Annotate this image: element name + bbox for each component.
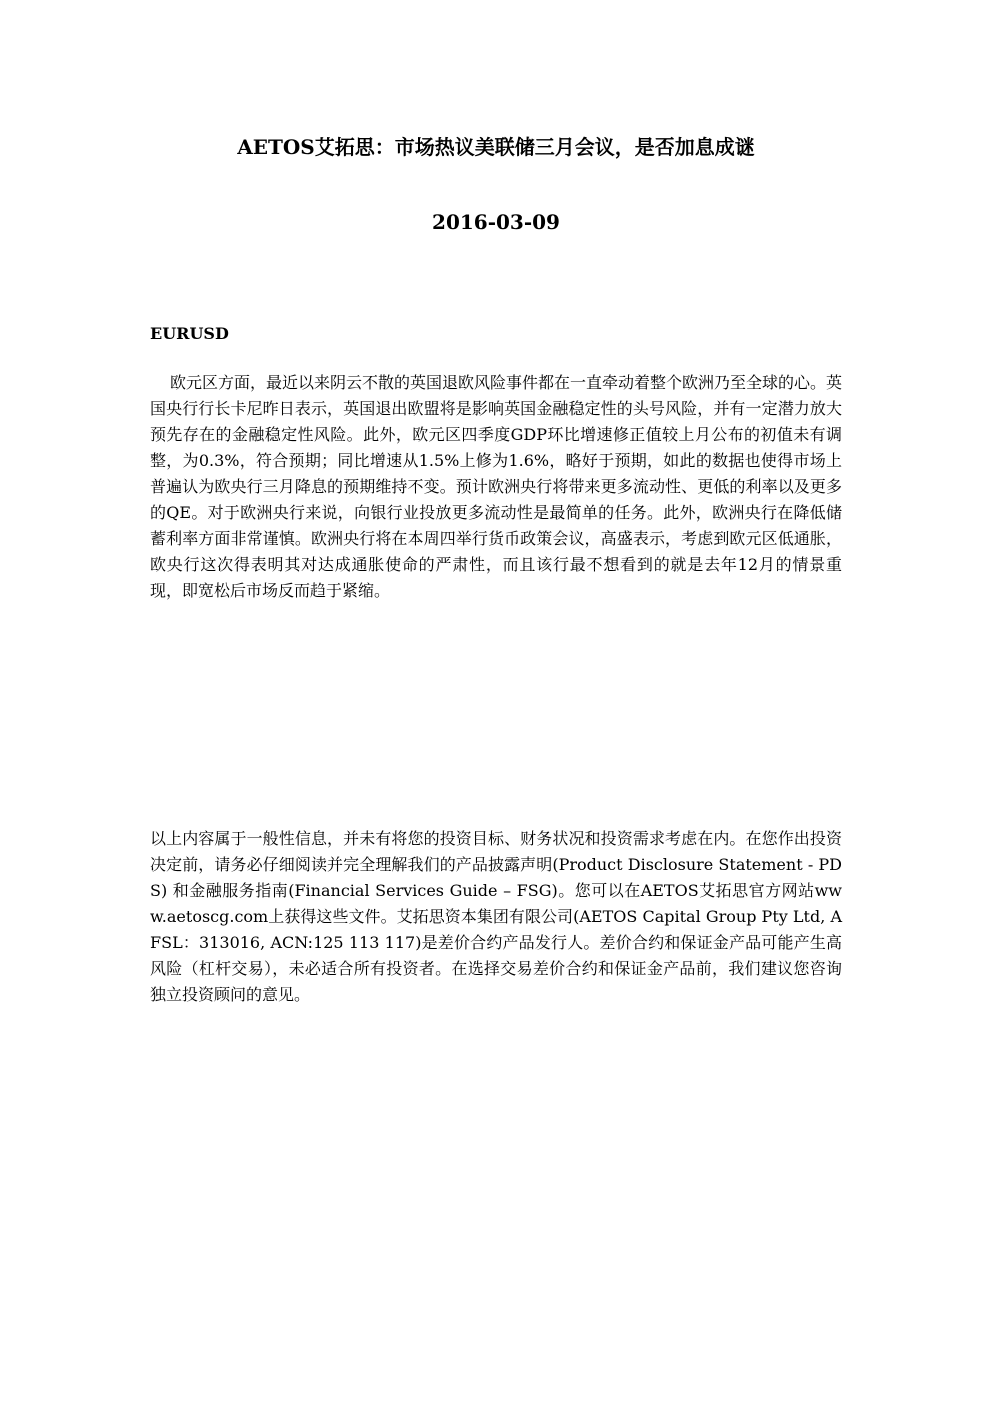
section-label-eurusd: EURUSD bbox=[150, 324, 229, 343]
body-paragraph: 欧元区方面，最近以来阴云不散的英国退欧风险事件都在一直牵动着整个欧洲乃至全球的心。英国央行行长卡尼昨日表示，英国退出欧盟将是影响英国金融稳定性的头号风险，并有一定潜力放大预先存在的金融稳定性风险。此外，欧元区四季度GDP环比增速修正值较上月公布的初值未有调整，为0.3%，符合预期；同比增速从1.5%上修为1.6%，略好于预期，如此的数据也使得市场上普遍认为欧央行三月降息的预期维持不变。预计欧洲央行将带来更多流动性、更低的利率以及更多的QE。对于欧洲央行来说，向银行业投放更多流动性是最简单的任务。此外，欧洲央行在降低储蓄利率方面非常谨慎。欧洲央行将在本周四举行货币政策会议，高盛表示，考虑到欧元区低通胀，欧央行这次得表明其对达成通胀使命的严肃性，而且该行最不想看到的就是去年12月的情景重现，即宽松后市场反而趋于紧缩。 bbox=[150, 373, 843, 600]
disclaimer-paragraph: 以上内容属于一般性信息，并未有将您的投资目标、财务状况和投资需求考虑在内。在您作出投资决定前，请务必仔细阅读并完全理解我们的产品披露声明(Product Disclosure Statement - PDS) 和金融服务指南(Financial Services Guide – FSG)。您可以在AETOS艾拓思官方网站www.aetoscg.com上获得这些文件。艾拓思资本集团有限公司(AETOS Capital Group Pty Ltd, AFSL：313016, ACN:125 113 117)是差价合约产品发行人。差价合约和保证金产品可能产生高风险（杠杆交易），未必适合所有投资者。在选择交易差价合约和保证金产品前，我们建议您咨询独立投资顾问的意见。 bbox=[150, 829, 842, 1004]
document-date: 2016-03-09 bbox=[432, 210, 560, 234]
document-title: AETOS艾拓思：市场热议美联储三月会议，是否加息成谜 bbox=[237, 135, 755, 159]
